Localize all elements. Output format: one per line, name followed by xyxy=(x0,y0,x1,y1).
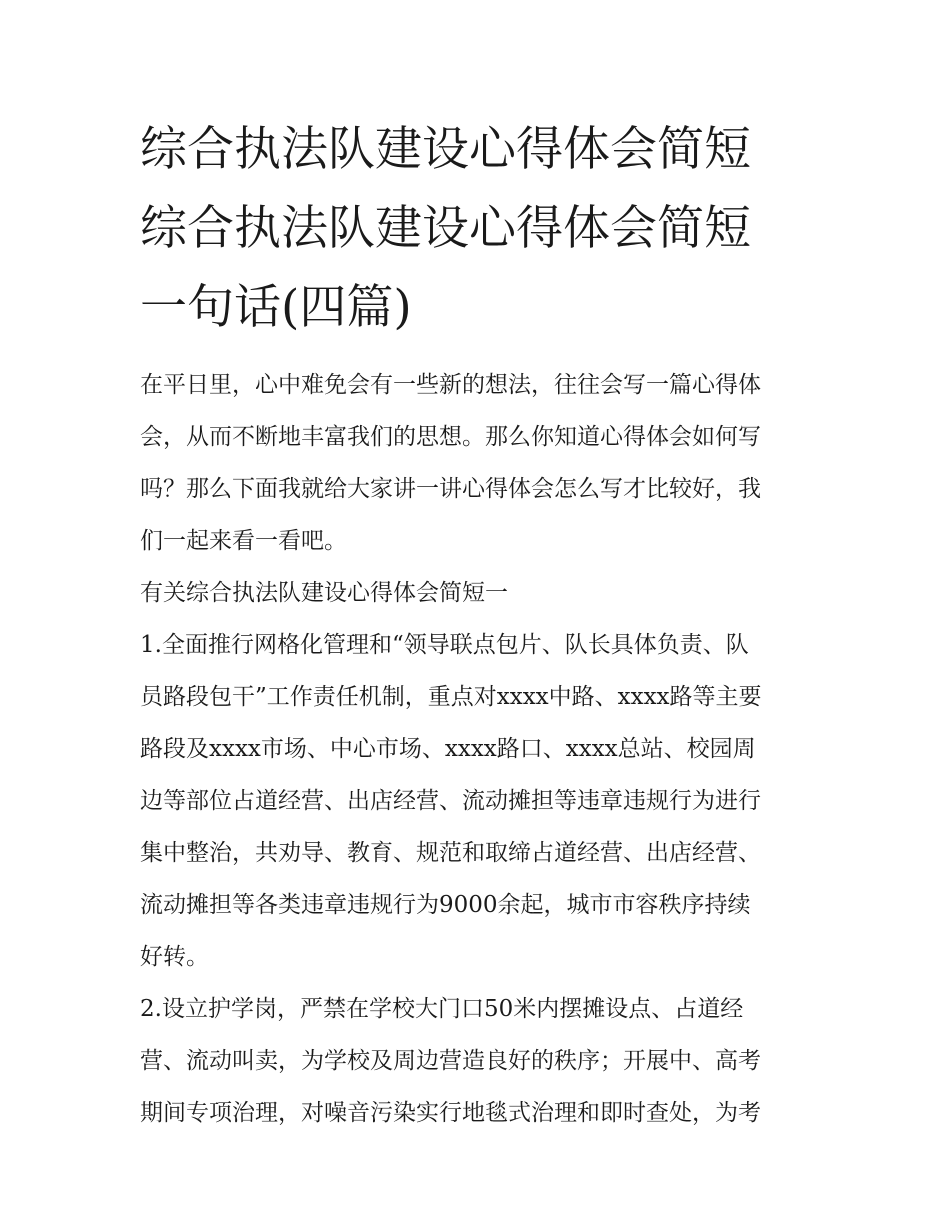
item-paragraph-1 xyxy=(140,619,820,983)
item-paragraph-2 xyxy=(140,983,820,1139)
title-line: 一句话(四篇) xyxy=(140,280,412,335)
document-page xyxy=(140,110,820,1139)
text-line: 路段及xxxx市场、中心市场、xxxx路口、xxxx总站、校园周 xyxy=(140,736,756,762)
text-line: 有关综合执法队建设心得体会简短一 xyxy=(140,580,508,606)
text-line: 好转。 xyxy=(140,944,209,970)
text-line: 营、流动叫卖，为学校及周边营造良好的秩序；开展中、高考 xyxy=(140,1048,761,1074)
title-line: 综合执法队建设心得体会简短 xyxy=(140,122,751,177)
text-line: 流动摊担等各类违章违规行为9000余起，城市市容秩序持续 xyxy=(140,892,751,918)
text-line: 吗？那么下面我就给大家讲一讲心得体会怎么写才比较好，我 xyxy=(140,476,761,502)
section-heading xyxy=(140,567,820,619)
intro-paragraph xyxy=(140,359,820,567)
text-line: 在平日里，心中难免会有一些新的想法，往往会写一篇心得体 xyxy=(140,372,761,398)
text-line: 们一起来看一看吧。 xyxy=(140,528,347,554)
text-line: 期间专项治理，对噪音污染实行地毯式治理和即时查处，为考 xyxy=(140,1100,761,1126)
title-line: 综合执法队建设心得体会简短 xyxy=(140,201,751,256)
text-line: 边等部位占道经营、出店经营、流动摊担等违章违规行为进行 xyxy=(140,788,761,814)
text-line: 员路段包干”工作责任机制，重点对xxxx中路、xxxx路等主要 xyxy=(140,684,762,710)
text-line: 会，从而不断地丰富我们的思想。那么你知道心得体会如何写 xyxy=(140,424,761,450)
text-line: 1.全面推行网格化管理和“领导联点包片、队长具体负责、队 xyxy=(140,632,749,658)
text-line: 2.设立护学岗，严禁在学校大门口50米内摆摊设点、占道经 xyxy=(140,996,744,1022)
text-line: 集中整治，共劝导、教育、规范和取缔占道经营、出店经营、 xyxy=(140,840,761,866)
document-title xyxy=(140,110,820,347)
